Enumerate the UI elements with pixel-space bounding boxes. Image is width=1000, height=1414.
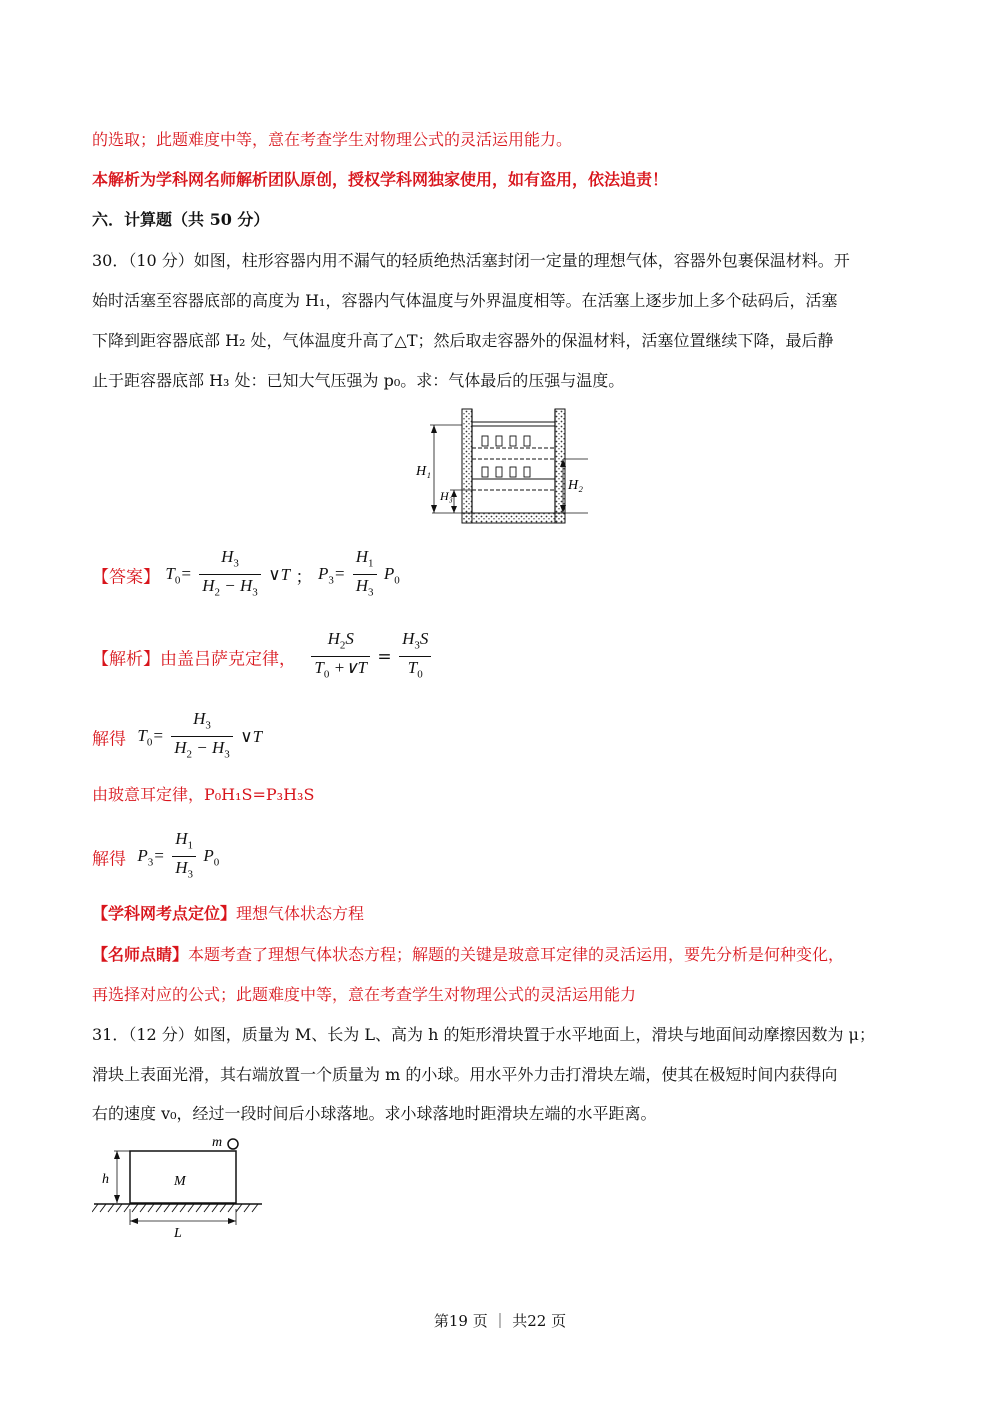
knowledge-point-line [92,904,364,924]
boyle-law-line: 由玻意耳定律，P₀H₁S=P₃H₃S [92,785,315,804]
q31-block-figure [92,1133,267,1245]
analysis-text: 由盖吕萨克定律， [160,649,296,670]
page-footer: 第19 页 ｜ 共22 页 [433,1312,567,1330]
q30-line-2: 始时活塞至容器底部的高度为 H₁，容器内气体温度与外界温度相等。在活塞上逐步加上多个砝码后，活塞 [92,291,838,310]
copyright-notice: 本解析为学科网名师解析团队原创，授权学科网独家使用，如有盗用，依法追责！ [92,170,669,189]
analysis-line: 【解析】由盖吕萨克定律， $\frac{H_2S}{T_0 +\vee T}$ = $\frac{H_3S}{T_0}$ [92,628,433,686]
section-heading: 六．计算题（共 50 分） [92,210,270,229]
label-L: L [174,1226,182,1241]
comment-line-1 [92,945,844,965]
q31-line-1: 31．（12 分）如图，质量为 M、长为 L、高为 h 的矩形滑块置于水平地面上，滑块与地面间动摩擦因数为 μ； [92,1025,875,1044]
answer-separator: ； [295,567,313,588]
kp-tag: 【学科网考点定位】 [92,904,237,923]
q30-line-3: 下降到距容器底部 H₂ 处，气体温度升高了△T；然后取走容器外的保温材料，活塞位置继续下降，最后静 [92,331,834,350]
comment-line-2: 再选择对应的公式；此题难度中等，意在考查学生对物理公式的灵活运用能力 [92,985,637,1004]
q31-line-3: 右的速度 v₀，经过一段时间后小球落地。求小球落地时距滑块左端的水平距离。 [92,1104,657,1123]
label-h: h [102,1172,109,1187]
q30-line-4: 止于距容器底部 H₃ 处：已知大气压强为 p₀。求：气体最后的压强与温度。 [92,371,625,390]
answer-line: 【答案】 $T_0=$ $\frac{H_3}{H_2 - H_3}$ ∨T ； $P_3=$ $\frac{H_1}{H_3}$ $P_0$ [92,547,400,599]
kp-text: 理想气体状态方程 [236,904,365,923]
solve-label-2: 解得 [92,849,126,870]
solve-label-1: 解得 [92,729,126,750]
solve-line-temperature: 解得 $T_0=$ $\frac{H_3}{H_2 - H_3}$ ∨T [92,709,263,761]
comment-tag: 【名师点睛】 [92,945,189,964]
q31-line-2: 滑块上表面光滑，其右端放置一个质量为 m 的小球。用水平外力击打滑块左端，使其在极短时间内获得向 [92,1065,838,1084]
answer-tag: 【答案】 [92,567,160,588]
label-h1: H₁ [416,464,431,479]
q30-cylinder-figure [410,405,595,527]
label-m: m [212,1135,223,1150]
q30-line-1: 30．（10 分）如图，柱形容器内用不漏气的轻质绝热活塞封闭一定量的理想气体，容器外包裹保温材料。开 [92,251,850,270]
label-h2: H₂ [568,478,583,493]
comment-text-1: 本题考查了理想气体状态方程；解题的关键是玻意耳定律的灵活运用，要先分析是何种变化， [188,945,845,964]
solve-line-pressure: 解得 $P_3=$ $\frac{H_1}{H_3}$ $P_0$ [92,829,220,881]
label-h3: H₃ [440,489,453,503]
intro-tail: 的选取；此题难度中等，意在考查学生对物理公式的灵活运用能力。 [92,130,573,149]
label-M: M [174,1174,186,1189]
analysis-tag: 【解析】 [92,649,160,670]
